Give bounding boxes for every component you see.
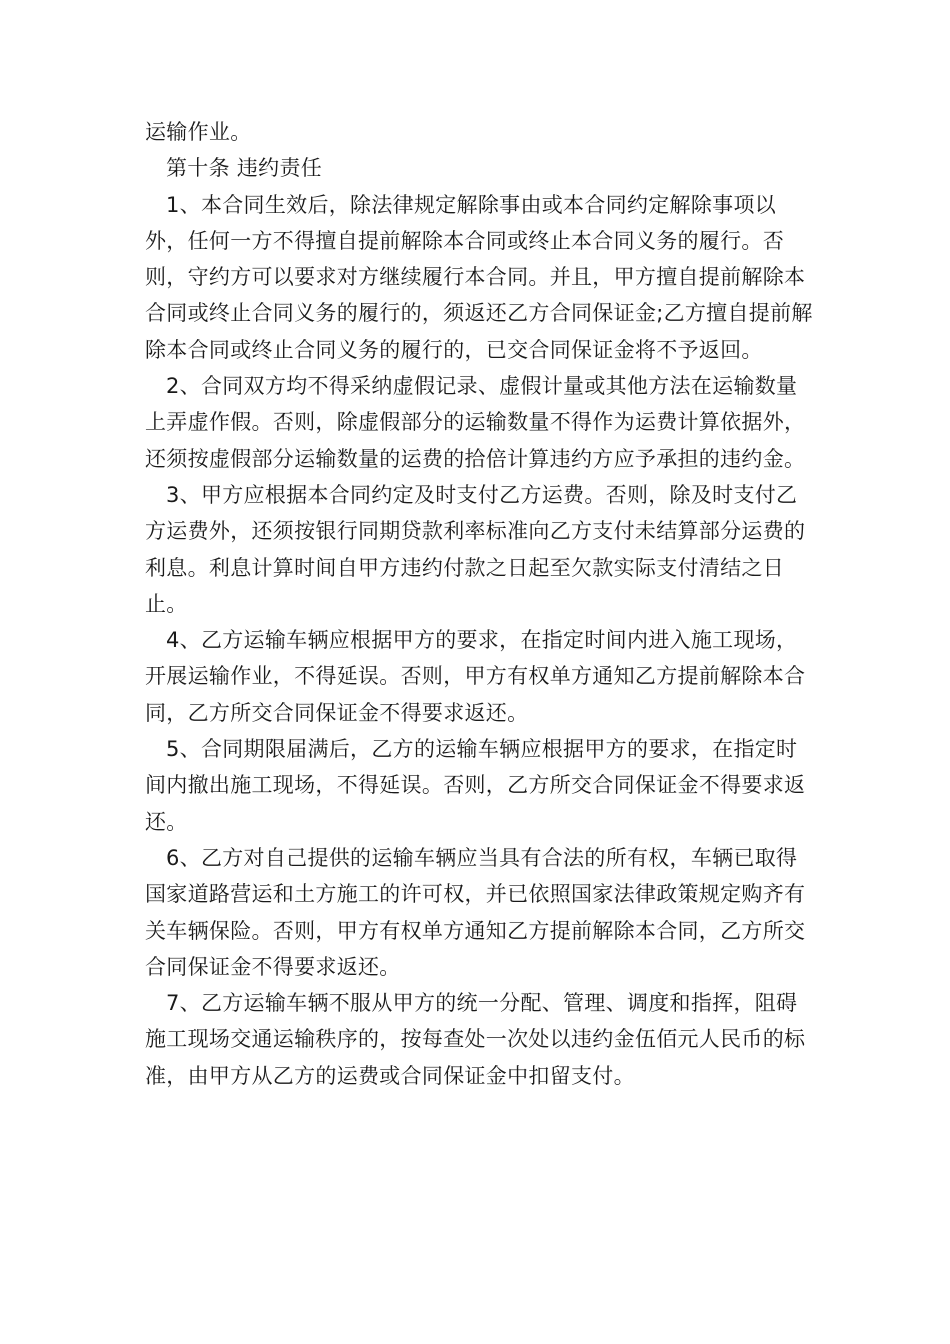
- clause-4: 4、乙方运输车辆应根据甲方的要求，在指定时间内进入施工现场，开展运输作业，不得延误。否则，甲方有权单方通知乙方提前解除本合同，乙方所交合同保证金不得要求返还。: [145, 628, 806, 725]
- section-title: 第十条 违约责任: [166, 156, 323, 181]
- document-body: [145, 114, 815, 1094]
- clause-3: 3、甲方应根据本合同约定及时支付乙方运费。否则，除及时支付乙方运费外，还须按银行同期贷款利率标准向乙方支付未结算部分运费的利息。利息计算时间自甲方违约付款之日起至欠款实际支付清结之日止。: [145, 482, 806, 616]
- clause-1: 1、本合同生效后，除法律规定解除事由或本合同约定解除事项以外，任何一方不得擅自提前解除本合同或终止本合同义务的履行。否则，守约方可以要求对方继续履行本合同。并且，甲方擅自提前解除本合同或终止合同义务的履行的，须返还乙方合同保证金;乙方擅自提前解除本合同或终止合同义务的履行的，已交合同保证金将不予返回。: [145, 192, 813, 362]
- lead-text: 运输作业。: [145, 120, 252, 144]
- clause-5: 5、合同期限届满后，乙方的运输车辆应根据甲方的要求，在指定时间内撤出施工现场，不得延误。否则，乙方所交合同保证金不得要求返还。: [145, 737, 806, 834]
- clause-6: 6、乙方对自己提供的运输车辆应当具有合法的所有权，车辆已取得国家道路营运和土方施工的许可权，并已依照国家法律政策规定购齐有关车辆保险。否则，甲方有权单方通知乙方提前解除本合同，乙方所交合同保证金不得要求返还。: [145, 845, 806, 979]
- clause-7: 7、乙方运输车辆不服从甲方的统一分配、管理、调度和指挥，阻碍施工现场交通运输秩序的，按每查处一次处以违约金伍佰元人民币的标准，由甲方从乙方的运费或合同保证金中扣留支付。: [145, 991, 806, 1088]
- clause-2: 2、合同双方均不得采纳虚假记录、虚假计量或其他方法在运输数量上弄虚作假。否则，除虚假部分的运输数量不得作为运费计算依据外，还须按虚假部分运输数量的运费的拾倍计算违约方应予承担的违约金。: [145, 374, 806, 471]
